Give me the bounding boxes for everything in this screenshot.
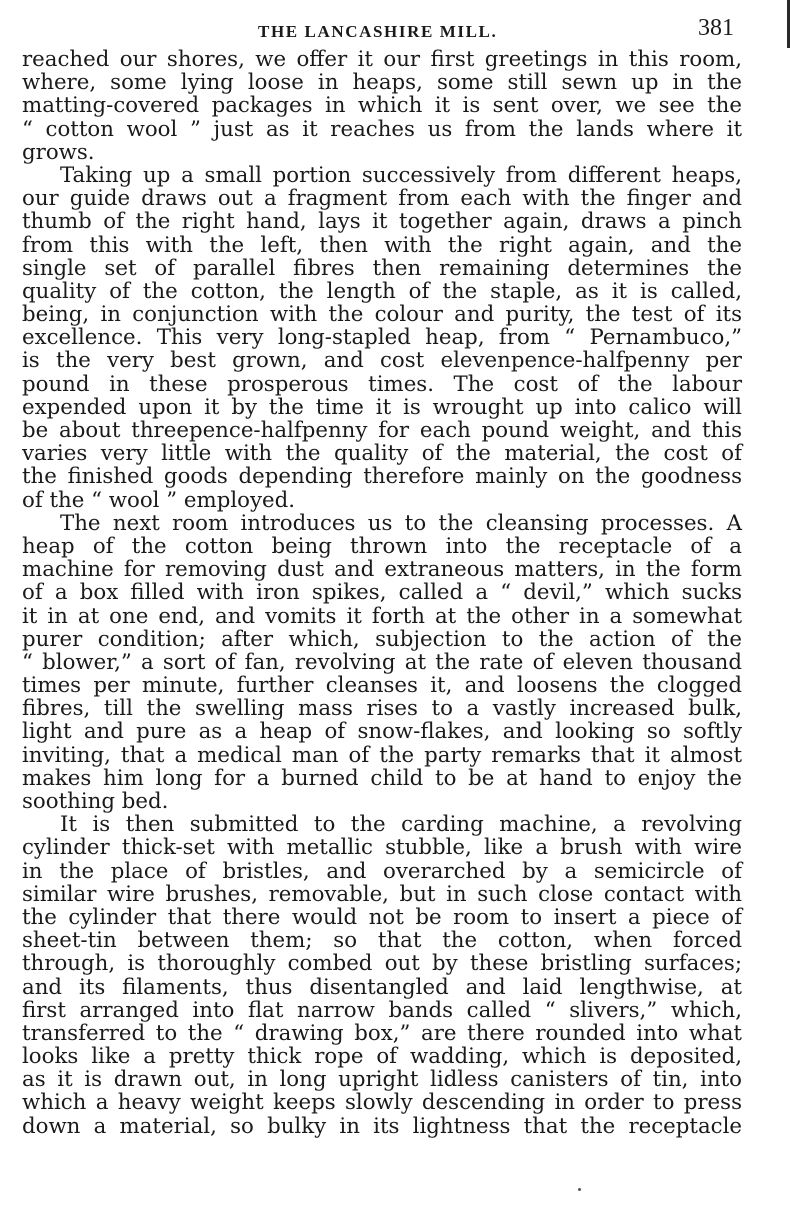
text-line: inviting, that a medical man of the party remarks that it almost bbox=[22, 742, 742, 768]
text-line: pound in these prosperous times. The cost of the labour bbox=[22, 371, 742, 397]
text-line: of the “ wool ” employed. bbox=[22, 487, 295, 513]
text-line: through, is thoroughly combed out by these bristling surfaces; bbox=[22, 951, 742, 977]
running-title: THE LANCASHIRE MILL. bbox=[258, 22, 498, 41]
text-line: sheet-tin between them; so that the cotton, when forced bbox=[22, 928, 742, 954]
text-line: “ cotton wool ” just as it reaches us from the lands where it bbox=[22, 116, 742, 142]
page-number: 381 bbox=[698, 15, 734, 41]
text-line: of a box filled with iron spikes, called a “ devil,” which sucks bbox=[22, 580, 742, 606]
text-line: be about threepence-halfpenny for each pound weight, and this bbox=[22, 418, 742, 443]
text-line: our guide draws out a fragment from each with the finger and bbox=[22, 186, 742, 212]
text-line: quality of the cotton, the length of the staple, as it is called, bbox=[22, 278, 742, 304]
text-line: the finished goods depending therefore mainly on the goodness bbox=[22, 464, 742, 490]
text-line: in the place of bristles, and overarched by a semicircle of bbox=[22, 858, 742, 884]
paragraph-start-line: The next room introduces us to the cleansing processes. A bbox=[60, 510, 742, 536]
text-line: makes him long for a burned child to be at hand to enjoy the bbox=[22, 765, 742, 791]
text-line: soothing bed. bbox=[22, 789, 169, 814]
text-line: from this with the left, then with the right again, and the bbox=[22, 232, 742, 258]
text-line: matting-covered packages in which it is sent over, we see the bbox=[22, 93, 742, 119]
text-line: grows. bbox=[22, 139, 95, 165]
text-line: varies very little with the quality of the material, the cost of bbox=[22, 441, 742, 467]
text-line: being, in conjunction with the colour and purity, the test of its bbox=[22, 302, 742, 328]
text-line: as it is drawn out, in long upright lidless canisters of tin, into bbox=[22, 1067, 742, 1093]
text-line: it in at one end, and vomits it forth at the other in a somewhat bbox=[22, 603, 742, 629]
text-line: excellence. This very long-stapled heap, from “ Pernambuco,” bbox=[22, 325, 742, 351]
paragraph-start-line: It is then submitted to the carding machine, a revolving bbox=[60, 812, 742, 838]
text-line: transferred to the “ drawing box,” are there rounded into what bbox=[22, 1020, 742, 1046]
text-line: heap of the cotton being thrown into the receptacle of a bbox=[22, 533, 742, 559]
text-line: expended upon it by the time it is wrought up into calico will bbox=[22, 394, 742, 420]
text-line: thumb of the right hand, lays it together again, draws a pinch bbox=[22, 209, 742, 235]
text-line: which a heavy weight keeps slowly descending in order to press bbox=[22, 1090, 742, 1116]
text-line: single set of parallel fibres then remaining determines the bbox=[22, 255, 742, 281]
text-line: the cylinder that there would not be room to insert a piece of bbox=[22, 904, 742, 930]
text-line: “ blower,” a sort of fan, revolving at the rate of eleven thousand bbox=[22, 649, 742, 675]
print-speck bbox=[578, 1188, 581, 1191]
text-line: light and pure as a heap of snow-flakes, and looking so softly bbox=[22, 719, 742, 745]
text-line: times per minute, further cleanses it, and loosens the clogged bbox=[22, 673, 742, 699]
text-line: similar wire brushes, removable, but in such close contact with bbox=[22, 881, 742, 907]
text-line: where, some lying loose in heaps, some still sewn up in the bbox=[22, 70, 742, 96]
text-line: is the very best grown, and cost elevenpence-halfpenny per bbox=[22, 348, 742, 374]
text-line: purer condition; after which, subjection to the action of the bbox=[22, 626, 742, 652]
body-text bbox=[22, 48, 742, 1138]
text-line: looks like a pretty thick rope of wadding, which is deposited, bbox=[22, 1044, 742, 1070]
text-line: down a material, so bulky in its lightness that the receptacle bbox=[22, 1113, 742, 1139]
paragraph-start-line: Taking up a small portion successively from different heaps, bbox=[60, 162, 742, 188]
text-line: machine for removing dust and extraneous matters, in the form bbox=[22, 557, 742, 583]
text-line: first arranged into flat narrow bands called “ slivers,” which, bbox=[22, 997, 742, 1023]
text-line: reached our shores, we offer it our first greetings in this room, bbox=[22, 47, 742, 72]
text-line: and its filaments, thus disentangled and laid lengthwise, at bbox=[22, 974, 742, 1000]
text-line: cylinder thick-set with metallic stubble, like a brush with wire bbox=[22, 835, 742, 861]
text-line: fibres, till the swelling mass rises to a vastly increased bulk, bbox=[22, 696, 742, 722]
